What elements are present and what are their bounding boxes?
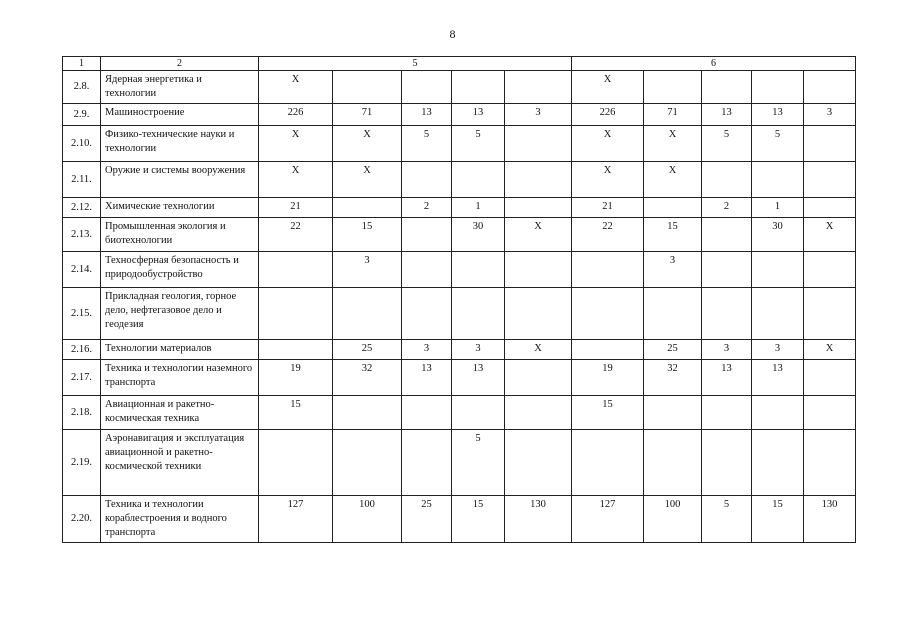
value-cell (572, 430, 644, 496)
value-cell: 3 (452, 340, 505, 360)
value-cell (804, 430, 856, 496)
value-cell (505, 126, 572, 162)
value-cell: X (259, 71, 333, 104)
value-cell (752, 71, 804, 104)
value-cell: X (644, 126, 702, 162)
value-cell: 226 (572, 104, 644, 126)
value-cell: X (259, 126, 333, 162)
value-cell (402, 288, 452, 340)
value-cell (702, 430, 752, 496)
value-cell (505, 162, 572, 198)
value-cell: 15 (259, 396, 333, 430)
value-cell (505, 396, 572, 430)
value-cell: 13 (752, 104, 804, 126)
value-cell (804, 126, 856, 162)
row-name: Авиационная и ракетно-космическая техника (101, 396, 259, 430)
value-cell: 19 (259, 360, 333, 396)
value-cell: 1 (452, 198, 505, 218)
value-cell: 19 (572, 360, 644, 396)
value-cell (752, 162, 804, 198)
row-number: 2.20. (63, 496, 101, 543)
header-cell: 6 (572, 57, 856, 71)
value-cell: 13 (702, 360, 752, 396)
value-cell: 22 (259, 218, 333, 252)
value-cell: 13 (452, 104, 505, 126)
value-cell (333, 71, 402, 104)
value-cell: 15 (572, 396, 644, 430)
value-cell (702, 396, 752, 430)
value-cell: 32 (333, 360, 402, 396)
value-cell (452, 288, 505, 340)
value-cell: 5 (452, 126, 505, 162)
row-name: Оружие и системы вооружения (101, 162, 259, 198)
value-cell: X (804, 340, 856, 360)
value-cell (505, 252, 572, 288)
value-cell: 127 (259, 496, 333, 543)
header-cell: 5 (259, 57, 572, 71)
value-cell: 1 (752, 198, 804, 218)
value-cell: 3 (804, 104, 856, 126)
table-row (63, 104, 856, 126)
value-cell (804, 396, 856, 430)
row-number: 2.16. (63, 340, 101, 360)
value-cell (644, 288, 702, 340)
value-cell (702, 162, 752, 198)
row-number: 2.12. (63, 198, 101, 218)
table-row (63, 71, 856, 104)
value-cell: 25 (402, 496, 452, 543)
value-cell: 13 (702, 104, 752, 126)
value-cell (752, 288, 804, 340)
value-cell: X (505, 218, 572, 252)
value-cell: X (259, 162, 333, 198)
value-cell (333, 430, 402, 496)
value-cell: X (333, 162, 402, 198)
row-name: Машиностроение (101, 104, 259, 126)
value-cell (505, 360, 572, 396)
table-row (63, 288, 856, 340)
value-cell (505, 198, 572, 218)
value-cell: 13 (402, 360, 452, 396)
table-row (63, 496, 856, 543)
value-cell (333, 198, 402, 218)
value-cell: 130 (804, 496, 856, 543)
value-cell (752, 430, 804, 496)
value-cell (804, 162, 856, 198)
value-cell (259, 340, 333, 360)
value-cell (702, 252, 752, 288)
value-cell (644, 71, 702, 104)
value-cell: X (572, 162, 644, 198)
value-cell (402, 252, 452, 288)
value-cell (452, 71, 505, 104)
value-cell: X (333, 126, 402, 162)
value-cell (572, 252, 644, 288)
value-cell: 5 (752, 126, 804, 162)
value-cell: 15 (452, 496, 505, 543)
value-cell: 3 (752, 340, 804, 360)
value-cell (402, 218, 452, 252)
table-row (63, 396, 856, 430)
value-cell (752, 252, 804, 288)
value-cell (452, 396, 505, 430)
header-cell: 1 (63, 57, 101, 71)
value-cell (402, 430, 452, 496)
value-cell: 2 (702, 198, 752, 218)
value-cell (259, 430, 333, 496)
value-cell (644, 396, 702, 430)
table-row (63, 198, 856, 218)
page-number: 8 (449, 27, 456, 41)
row-number: 2.18. (63, 396, 101, 430)
value-cell (804, 360, 856, 396)
row-name: Прикладная геология, горное дело, нефтегазовое дело и геодезия (101, 288, 259, 340)
value-cell: 3 (333, 252, 402, 288)
value-cell: 2 (402, 198, 452, 218)
value-cell (572, 288, 644, 340)
row-number: 2.14. (63, 252, 101, 288)
value-cell: 22 (572, 218, 644, 252)
value-cell: 3 (505, 104, 572, 126)
value-cell: 13 (402, 104, 452, 126)
value-cell (644, 430, 702, 496)
value-cell (259, 252, 333, 288)
row-name: Техника и технологии кораблестроения и водного транспорта (101, 496, 259, 543)
table-row (63, 360, 856, 396)
value-cell (333, 288, 402, 340)
value-cell: 15 (333, 218, 402, 252)
table-row (63, 430, 856, 496)
value-cell: 32 (644, 360, 702, 396)
value-cell: X (572, 71, 644, 104)
value-cell: 5 (702, 126, 752, 162)
value-cell: 15 (644, 218, 702, 252)
row-number: 2.10. (63, 126, 101, 162)
value-cell: 30 (452, 218, 505, 252)
value-cell: 13 (452, 360, 505, 396)
value-cell (804, 288, 856, 340)
row-number: 2.17. (63, 360, 101, 396)
value-cell: X (804, 218, 856, 252)
value-cell: 15 (752, 496, 804, 543)
row-number: 2.8. (63, 71, 101, 104)
value-cell (572, 340, 644, 360)
table-row (63, 252, 856, 288)
header-cell: 2 (101, 57, 259, 71)
row-name: Аэронавигация и эксплуатация авиационной и ракетно-космической техники (101, 430, 259, 496)
table-row (63, 162, 856, 198)
value-cell: 3 (702, 340, 752, 360)
value-cell: 100 (333, 496, 402, 543)
value-cell: 5 (452, 430, 505, 496)
table-row (63, 126, 856, 162)
value-cell: 3 (402, 340, 452, 360)
value-cell: 5 (402, 126, 452, 162)
value-cell (505, 430, 572, 496)
value-cell (259, 288, 333, 340)
row-number: 2.19. (63, 430, 101, 496)
row-name: Техника и технологии наземного транспорта (101, 360, 259, 396)
value-cell: 25 (644, 340, 702, 360)
row-name: Технологии материалов (101, 340, 259, 360)
row-number: 2.9. (63, 104, 101, 126)
value-cell (452, 252, 505, 288)
value-cell: 127 (572, 496, 644, 543)
value-cell (702, 288, 752, 340)
value-cell (804, 198, 856, 218)
value-cell (402, 162, 452, 198)
value-cell (452, 162, 505, 198)
data-table (62, 56, 856, 543)
value-cell (644, 198, 702, 218)
row-name: Физико-технические науки и технологии (101, 126, 259, 162)
value-cell: 13 (752, 360, 804, 396)
row-name: Ядерная энергетика и технологии (101, 71, 259, 104)
row-name: Химические технологии (101, 198, 259, 218)
value-cell: 226 (259, 104, 333, 126)
row-number: 2.13. (63, 218, 101, 252)
value-cell: 71 (333, 104, 402, 126)
row-name: Техносферная безопасность и природообустройство (101, 252, 259, 288)
value-cell (804, 71, 856, 104)
value-cell: 130 (505, 496, 572, 543)
value-cell: X (644, 162, 702, 198)
value-cell (505, 71, 572, 104)
value-cell: 25 (333, 340, 402, 360)
value-cell: 100 (644, 496, 702, 543)
value-cell: X (505, 340, 572, 360)
value-cell: 3 (644, 252, 702, 288)
value-cell: 21 (572, 198, 644, 218)
value-cell (402, 71, 452, 104)
value-cell (702, 71, 752, 104)
table-row (63, 340, 856, 360)
value-cell: 5 (702, 496, 752, 543)
row-name: Промышленная экология и биотехнологии (101, 218, 259, 252)
header-row (63, 57, 856, 71)
value-cell (804, 252, 856, 288)
value-cell (333, 396, 402, 430)
value-cell: X (572, 126, 644, 162)
value-cell (505, 288, 572, 340)
table-row (63, 218, 856, 252)
value-cell (702, 218, 752, 252)
row-number: 2.15. (63, 288, 101, 340)
value-cell (752, 396, 804, 430)
value-cell: 30 (752, 218, 804, 252)
value-cell: 21 (259, 198, 333, 218)
value-cell (402, 396, 452, 430)
value-cell: 71 (644, 104, 702, 126)
row-number: 2.11. (63, 162, 101, 198)
